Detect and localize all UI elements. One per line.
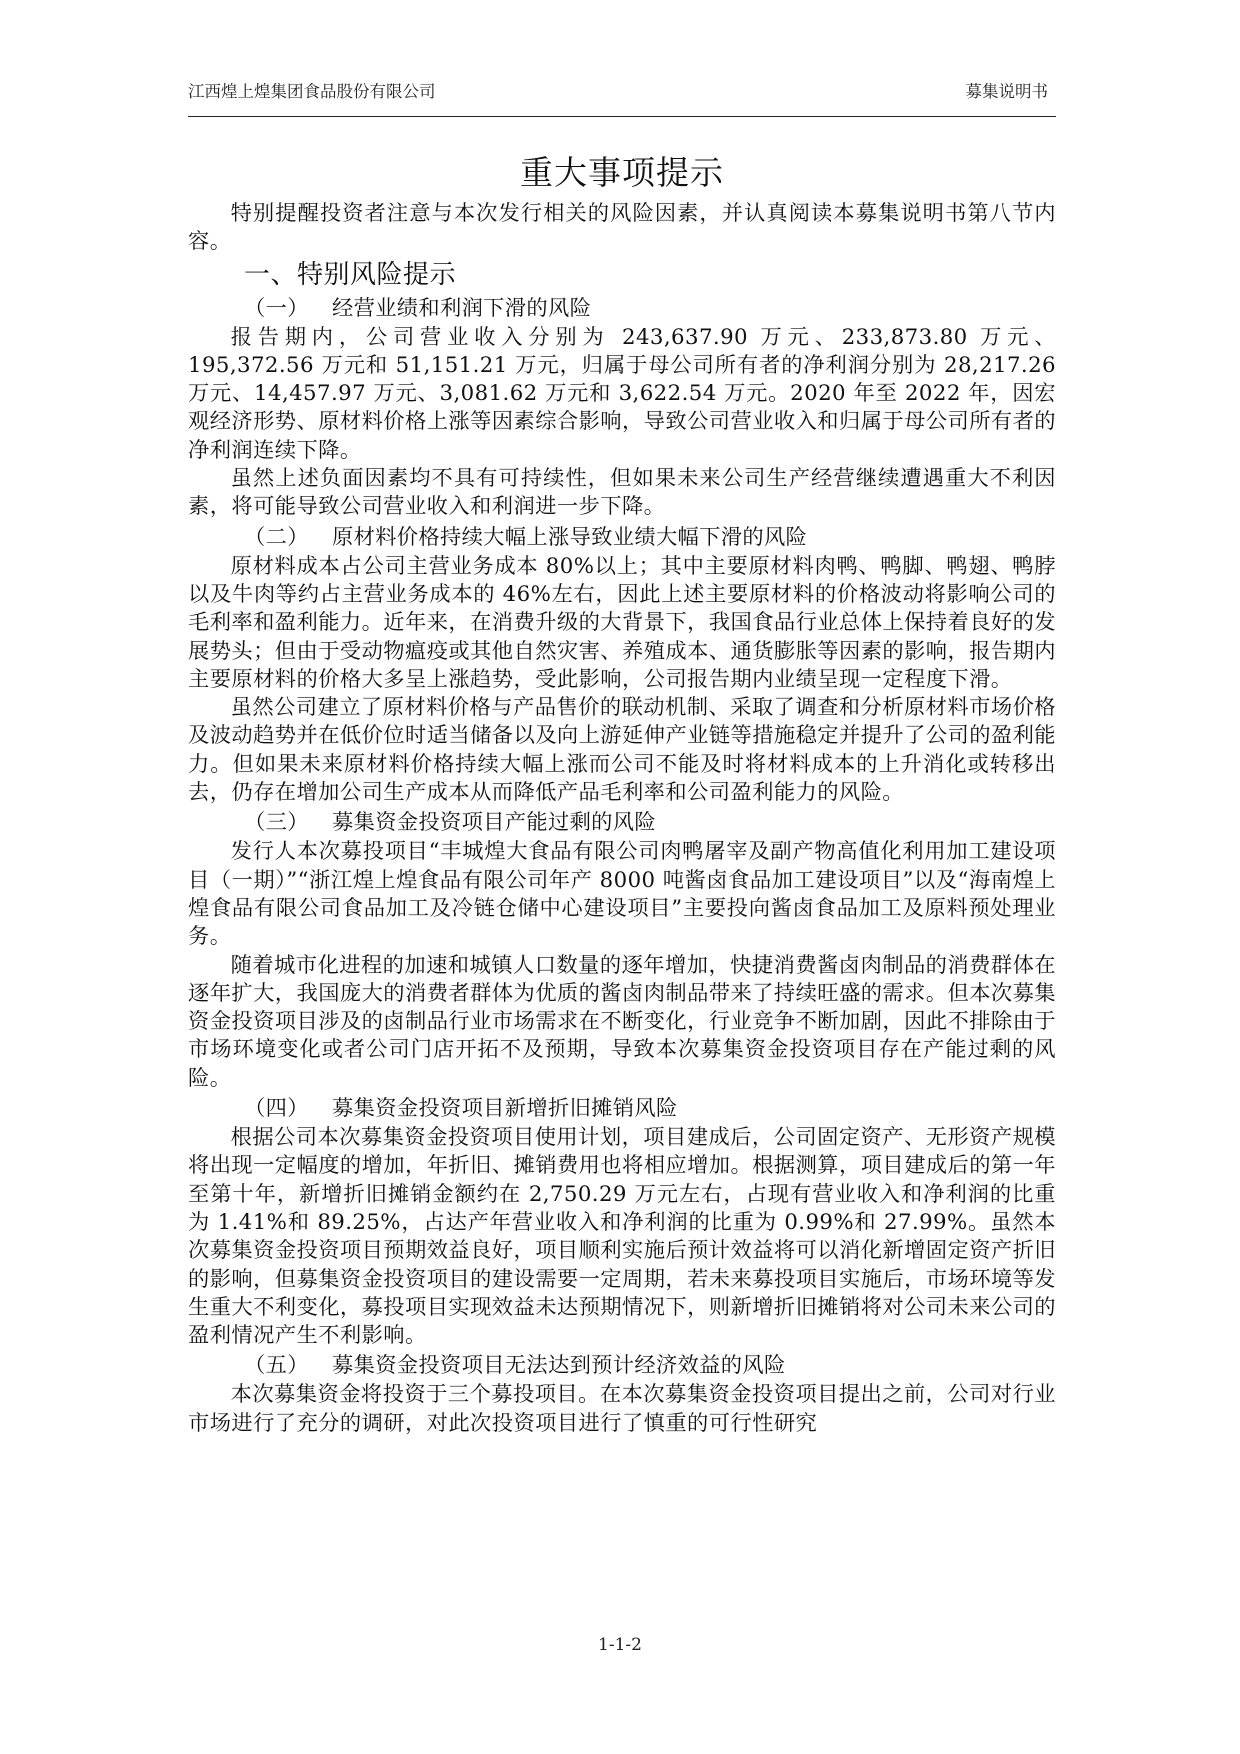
page-number: 1-1-2 <box>598 1635 642 1655</box>
risk-number: （一） <box>244 295 309 321</box>
risk-number: （四） <box>244 1096 309 1122</box>
header-document-type: 募集说明书 <box>965 82 1048 101</box>
paragraph: 发行人本次募投项目“丰城煌大食品有限公司肉鸭屠宰及副产物高值化利用加工建设项目（一期）”“浙江煌上煌食品有限公司年产 8000 吨酱卤食品加工建设项目”以及“海南煌上煌食品有限公司食品加工及冷链仓储中心建设项目”主要投向酱卤食品加工及原料预处理业务。 <box>188 839 1056 950</box>
paragraph: 报告期内，公司营业收入分别为 243,637.90 万元、233,873.80 万元、195,372.56 万元和 51,151.21 万元，归属于母公司所有者的净利润分别为 28,217.26 万元、14,457.97 万元、3,081.62 万元和 3,622.54 万元。2020 年至 2022 年，因宏观经济形势、原材料价格上涨等因素综合影响，导致公司营业收入和归属于母公司所有者的净利润连续下降。 <box>188 324 1056 463</box>
header-company-name: 江西煌上煌集团食品股份有限公司 <box>188 82 436 101</box>
document-body <box>188 146 1056 1438</box>
paragraph: 根据公司本次募集资金投资项目使用计划，项目建成后，公司固定资产、无形资产规模将出现一定幅度的增加，年折旧、摊销费用也将相应增加。根据测算，项目建成后的第一年至第十年，新增折旧摊销金额约在 2,750.29 万元左右，占现有营业收入和净利润的比重为 1.41%和 89.25%，占达产年营业收入和净利润的比重为 0.99%和 27.99%。虽然本次募集资金投资项目预期效益良好，项目顺利实施后预计效益将可以消化新增固定资产折旧的影响，但募集资金投资项目的建设需要一定周期，若未来募投项目实施后，市场环境等发生重大不利变化，募投项目实现效益未达预期情况下，则新增折旧摊销将对公司未来公司的盈利情况产生不利影响。 <box>188 1125 1056 1349</box>
risk-title: 原材料价格持续大幅上涨导致业绩大幅下滑的风险 <box>332 524 808 550</box>
risk-heading <box>188 807 1056 838</box>
risk-title: 募集资金投资项目无法达到预计经济效益的风险 <box>332 1353 786 1379</box>
risk-number: （三） <box>244 810 309 836</box>
section-heading: 一、特别风险提示 <box>244 259 457 290</box>
risk-section-1 <box>188 293 1056 522</box>
risk-title: 募集资金投资项目产能过剩的风险 <box>332 810 656 836</box>
paragraph: 本次募集资金将投资于三个募投项目。在本次募集资金投资项目提出之前，公司对行业市场进行了充分的调研，对此次投资项目进行了慎重的可行性研究 <box>188 1382 1056 1436</box>
risk-section-3 <box>188 807 1056 1093</box>
risk-section-2 <box>188 522 1056 808</box>
risk-section-4 <box>188 1093 1056 1350</box>
paragraph: 虽然上述负面因素均不具有可持续性，但如果未来公司生产经营继续遭遇重大不利因素，将可能导致公司营业收入和利润进一步下降。 <box>188 466 1056 520</box>
risk-title: 经营业绩和利润下滑的风险 <box>332 295 592 321</box>
risk-title: 募集资金投资项目新增折旧摊销风险 <box>332 1096 678 1122</box>
risk-heading <box>188 522 1056 553</box>
paragraph: 随着城市化进程的加速和城镇人口数量的逐年增加，快捷消费酱卤肉制品的消费群体在逐年扩大，我国庞大的消费者群体为优质的酱卤肉制品带来了持续旺盛的需求。但本次募集资金投资项目涉及的卤制品行业市场需求在不断变化，行业竞争不断加剧，因此不排除由于市场环境变化或者公司门店开拓不及预期，导致本次募集资金投资项目存在产能过剩的风险。 <box>188 952 1056 1091</box>
risk-heading <box>188 1093 1056 1124</box>
risk-heading <box>188 293 1056 324</box>
risk-number: （五） <box>244 1353 309 1379</box>
risk-section-5 <box>188 1350 1056 1438</box>
page-header <box>188 66 1056 117</box>
page-title: 重大事项提示 <box>520 153 724 192</box>
intro-paragraph: 特别提醒投资者注意与本次发行相关的风险因素，并认真阅读本募集说明书第八节内容。 <box>188 201 1056 255</box>
paragraph: 原材料成本占公司主营业务成本 80%以上；其中主要原材料肉鸭、鸭脚、鸭翅、鸭脖以及牛肉等约占主营业务成本的 46%左右，因此上述主要原材料的价格波动将影响公司的毛利率和盈利能力。近年来，在消费升级的大背景下，我国食品行业总体上保持着良好的发展势头；但由于受动物瘟疫或其他自然灾害、养殖成本、通货膨胀等因素的影响，报告期内主要原材料的价格大多呈上涨趋势，受此影响，公司报告期内业绩呈现一定程度下滑。 <box>188 553 1056 692</box>
risk-number: （二） <box>244 524 309 550</box>
paragraph: 虽然公司建立了原材料价格与产品售价的联动机制、采取了调查和分析原材料市场价格及波动趋势并在低价位时适当储备以及向上游延伸产业链等措施稳定并提升了公司的盈利能力。但如果未来原材料价格持续大幅上涨而公司不能及时将材料成本的上升消化或转移出去，仍存在增加公司生产成本从而降低产品毛利率和公司盈利能力的风险。 <box>188 695 1056 806</box>
risk-heading <box>188 1350 1056 1381</box>
